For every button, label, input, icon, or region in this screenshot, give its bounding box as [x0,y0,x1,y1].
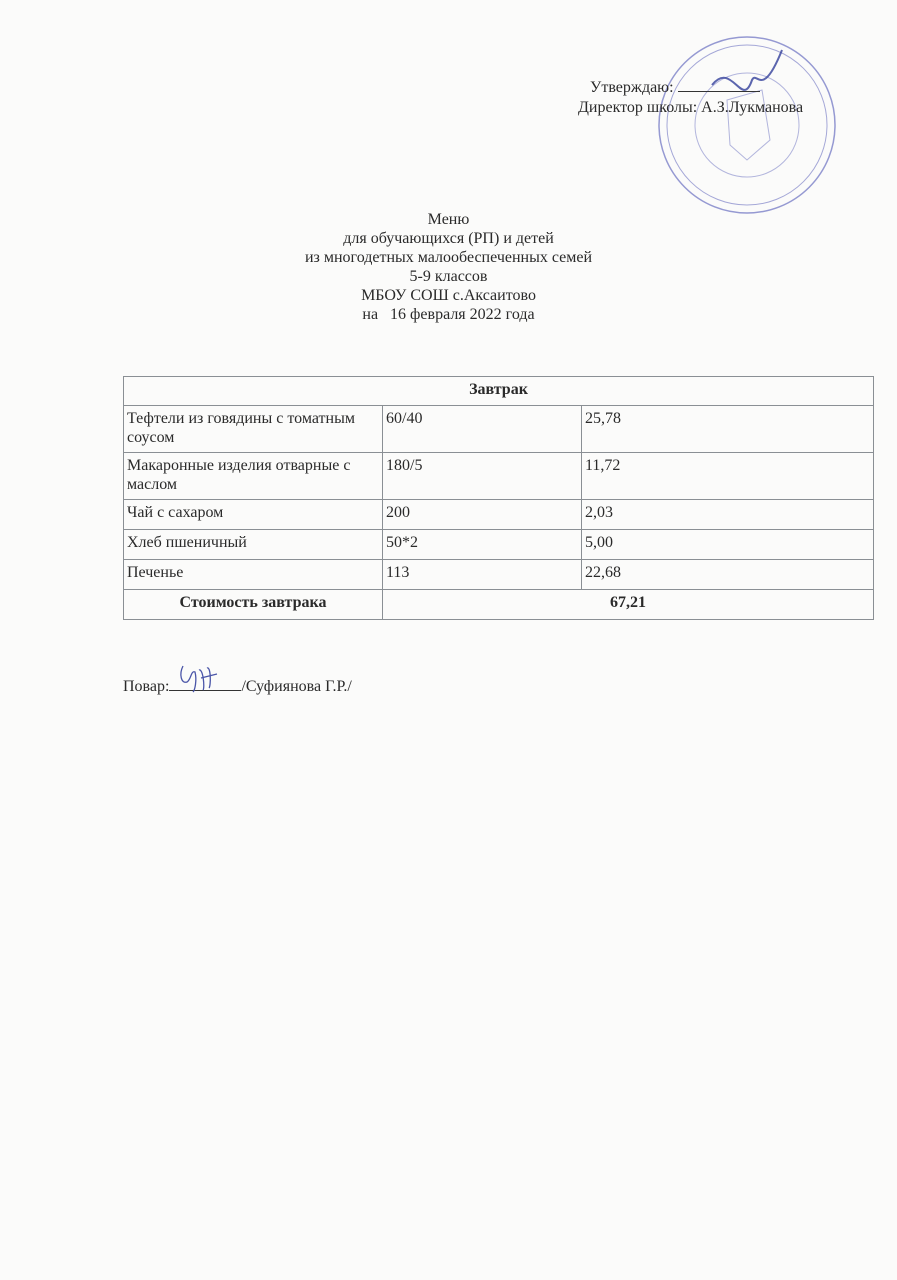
dish-cell: Чай с сахаром [124,500,383,530]
section-header-row [124,377,874,406]
dish-cell: Тефтели из говядины с томатным соусом [124,406,383,453]
table-row [124,453,874,500]
portion-cell: 60/40 [383,406,582,453]
director-line: Директор школы: А.З.Лукманова [578,99,804,116]
price-cell: 22,68 [582,560,874,590]
title-line: МБОУ СОШ с.Аксаитово [361,287,536,304]
handwritten-signature-icon [177,660,227,694]
title-line: на 16 февраля 2022 года [362,306,535,323]
portion-cell: 50*2 [383,530,582,560]
approval-block [578,78,803,118]
title-line: Меню [427,211,470,228]
table-row [124,406,874,453]
total-row [124,590,874,620]
cook-name: /Суфиянова Г.Р./ [241,678,352,695]
cook-signature-block [123,676,352,696]
cook-label: Повар: [123,678,170,695]
price-cell: 5,00 [582,530,874,560]
approve-label: Утверждаю: [590,79,674,96]
school-stamp [652,30,842,220]
price-cell: 25,78 [582,406,874,453]
total-label: Стоимость завтрака [124,590,383,620]
table-row [124,560,874,590]
price-cell: 2,03 [582,500,874,530]
title-line: из многодетных малообеспеченных семей [304,249,593,266]
section-header: Завтрак [124,377,874,406]
portion-cell: 180/5 [383,453,582,500]
dish-cell: Печенье [124,560,383,590]
document-title [0,210,897,324]
approval-signature-line [678,91,760,92]
cook-signature-line [169,676,241,691]
table-row [124,500,874,530]
title-line: 5-9 классов [409,268,488,285]
price-cell: 11,72 [582,453,874,500]
dish-cell: Макаронные изделия отварные с маслом [124,453,383,500]
title-line: для обучающихся (РП) и детей [343,230,554,247]
table-row [124,530,874,560]
menu-table [123,376,874,620]
total-value: 67,21 [383,590,874,620]
portion-cell: 113 [383,560,582,590]
portion-cell: 200 [383,500,582,530]
dish-cell: Хлеб пшеничный [124,530,383,560]
